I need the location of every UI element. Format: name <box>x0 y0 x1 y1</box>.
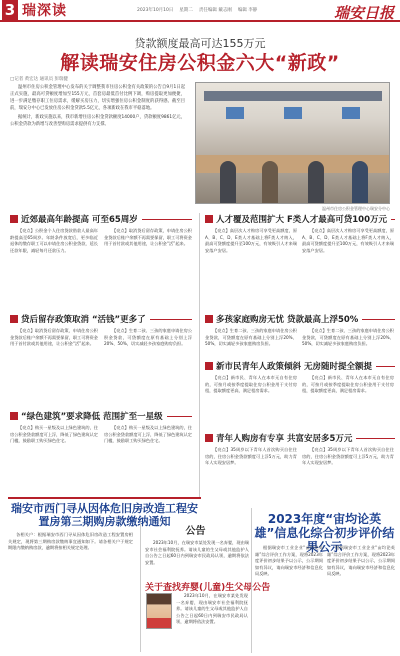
section-body: 【亮点】生育二孩、三孩的家庭申请住房公积金贷款，可贷额度在原有基础上分别上浮20%、50%，切实减轻多孩家庭购房负担。 <box>302 328 394 347</box>
photo-caption: 温州市住房公积金管理中心瑞安分中心 <box>322 206 390 211</box>
announcement-title: 公告 <box>185 526 206 537</box>
article-byline: □记者 黄宏达 通讯员 彭瑞健 <box>10 77 69 82</box>
issue-weekday: 星期二 <box>179 8 193 13</box>
section-body: 【亮点】35周岁以下青年人首次购买自住住房的，住房公积金贷款额度可上浮5万元，助力青年人实现安居梦。 <box>302 447 394 466</box>
article-column <box>104 328 192 406</box>
photo-screen <box>226 107 244 119</box>
article-column <box>302 375 394 425</box>
find-parents-body: 2023年10月，在瑞安市某处发现一名弃婴，现由瑞安市社会福利院抚养。请该儿童的生父母或其他监护人自公告之日起60日内到瑞安市民政局认领，逾期将依法安置。 <box>176 593 248 625</box>
article-column <box>205 375 297 425</box>
photo-person <box>220 161 236 203</box>
section-marker-icon <box>205 434 213 442</box>
section-heading <box>10 213 192 225</box>
section-body: 【亮点】生育二孩、三孩的家庭申请住房公积金贷款，可贷额度在原有基础上分别上浮20%、50%，切实减轻多孩家庭购房负担。 <box>104 328 192 347</box>
section-heading <box>10 313 192 325</box>
section-body: 【亮点】35周岁以下青年人首次购买自住住房的，住房公积金贷款额度可上浮5万元，助力青年人实现安居梦。 <box>205 447 297 466</box>
article-column <box>302 328 394 356</box>
photo-sign <box>204 91 382 101</box>
issue-meta <box>137 7 257 13</box>
find-parents-title: 关于查找弃婴(儿童)生父母公告 <box>145 583 271 593</box>
child-photo <box>146 593 172 629</box>
evaluation-title: 2023年度“宙均论英雄”信息化综合初步评价结果公示 <box>254 512 395 554</box>
section-heading <box>205 432 395 444</box>
evaluation-column <box>255 545 323 653</box>
section-body: 【亮点】购买一星级及以上绿色建筑的，住房公积金贷款额度可上浮，降低了绿色建筑认定门槛，鼓励职工购买绿色住宅。 <box>104 425 192 444</box>
photo-screen <box>284 107 302 119</box>
article-column <box>302 228 394 308</box>
notice-title: 瑞安市西门寻从因体危旧房改造工程安置房第三期购房款缴纳通知 <box>11 502 198 528</box>
section-body: 【亮点】生育二孩、三孩的家庭申请住房公积金贷款，可贷额度在原有基础上分别上浮20%、50%，切实减轻多孩家庭购房负担。 <box>205 328 297 347</box>
section-title: 青年人购房有专享 共富安居多5万元 <box>216 434 353 444</box>
section-title: 人才覆及范围扩大 F类人才最高可贷100万元 <box>216 215 388 225</box>
article-column <box>205 328 297 356</box>
section-marker-icon <box>205 215 213 223</box>
section-heading <box>10 410 192 422</box>
notice-body-column <box>8 532 133 642</box>
section-body: 【亮点】新市民、青年人在本市无自有住房的，可按月或按季度提取住房公积金用于支付房租，提取额度更高，满足租房需求。 <box>302 375 394 394</box>
section-marker-icon <box>10 315 18 323</box>
article-lead <box>10 84 185 128</box>
section-rule <box>376 366 395 367</box>
section-body: 【亮点】高层次人才购房可享受更高额度，原A、B、C、D、E类人才基础上将F类人才纳入，最高可贷额度提升至100万元，有效吸引人才来瑞安落户安居。 <box>302 228 394 253</box>
section-name: 瑞深读 <box>22 3 67 19</box>
lead-paragraph-2: 据统计，新政实施以来，我市新增住房公积金贷款额度14000户，贷款额度9861亿元，公积金贷款为新增与改善型购房需求提供有力支撑。 <box>10 115 185 127</box>
article-column <box>10 328 98 406</box>
find-parents-column <box>176 593 248 651</box>
section-rule <box>150 319 192 320</box>
section-title: 近郊最高年龄提高 可至65周岁 <box>21 215 138 225</box>
section-rule <box>356 438 395 439</box>
article-column <box>104 425 192 493</box>
article-column <box>10 425 98 493</box>
service-hall-photo <box>195 82 390 204</box>
section-marker-icon <box>205 315 213 323</box>
section-title: “绿色建筑”要求降低 范围扩至一星级 <box>21 412 163 422</box>
article-column <box>10 228 98 310</box>
section-heading <box>205 213 395 225</box>
section-rule <box>142 219 192 220</box>
column-divider <box>199 213 200 498</box>
section-marker-icon <box>10 412 18 420</box>
section-body: 【亮点】公积金个人住房贷款借款人最高年龄提高至65周岁。年龄条件放宽后，更多临近退休的缴存职工可以申请住房公积金贷款，延长还款年限，减轻每月还款压力。 <box>10 228 98 253</box>
section-body: 【亮点】高层次人才购房可享受更高额度，原A、B、C、D、E类人才基础上将F类人才纳入，最高可贷额度提升至100万元，有效吸引人才来瑞安落户安居。 <box>205 228 297 253</box>
section-marker-icon <box>205 362 213 370</box>
section-marker-icon <box>10 215 18 223</box>
article-column <box>302 447 394 497</box>
section-title: 贷后留存政策取消 “活钱”更多了 <box>21 315 146 325</box>
photo-person <box>352 161 368 203</box>
section-rule <box>391 219 395 220</box>
photo-person <box>262 161 278 203</box>
section-title: 新市民青年人政策倾斜 无房随时提全额提 <box>216 362 372 372</box>
photo-screen <box>342 107 360 119</box>
section-title: 多孩家庭购房无忧 贷款最高上浮50% <box>216 315 359 325</box>
section-body: 【亮点】新市民、青年人在本市无自有住房的，可按月或按季度提取住房公积金用于支付房租，提取额度更高，满足租房需求。 <box>205 375 297 394</box>
photo-person <box>308 161 324 203</box>
section-body: 【亮点】购买一星级及以上绿色建筑的，住房公积金贷款额度可上浮，降低了绿色建筑认定门槛，鼓励职工购买绿色住宅。 <box>10 425 98 444</box>
article-headline: 解读瑞安住房公积金六大“新政” <box>60 52 340 74</box>
section-heading <box>205 313 395 325</box>
issue-designer: 编辑 李静 <box>237 8 258 13</box>
section-rule <box>167 416 192 417</box>
announcement-body: 2023年10月，在瑞安市某处发现一名弃婴，现由瑞安市社会福利院抚养。请该儿童的生父母或其他监护人自公告之日起60日内到瑞安市民政局认领，逾期将依法安置。 <box>145 540 249 565</box>
article-kicker: 贷款额度最高可达155万元 <box>134 37 266 50</box>
article-column <box>205 447 297 497</box>
masthead-logo: 瑞安日报 <box>333 4 394 22</box>
lead-paragraph: 温州市住房公积金管理中心发布的关于调整我市住房公积金有关政策的公告自9月1日起正式实施，最高可贷额度增加至155万元，首套房最低首付比例下调，购房提取更加便捷，进一步满足缴存职工住房需求，缓解买房压力，切实增强住房公积金制度的获得感。截至目前，瑞安分中心已发放住房公积金贷款5.5亿元，各项新政在我市平稳落地。 <box>10 85 185 111</box>
section-body: 【亮点】取消贷后留存政策，申请住房公积金贷款后账户余额不再需要保留，职工可将资金用于首付款或其他用途，让公积金“活”起来。 <box>10 328 98 347</box>
section-rule <box>362 319 395 320</box>
evaluation-body: 根据瑞安市工业企业“亩均论英雄”综合评价工作方案，现将2023年度评价初步结果予以公示，公示期间如有异议，请向瑞安市经济和信息化局反映。 <box>255 545 323 577</box>
article-column <box>205 228 297 308</box>
announcement-column <box>145 540 249 585</box>
section-body: 【亮点】取消贷后留存政策，申请住房公积金贷款后账户余额不再需要保留，职工可将资金用于首付款或其他用途，让公积金“活”起来。 <box>104 228 192 247</box>
issue-date: 2023年10月10日 <box>137 8 174 13</box>
issue-editor: 责任编辑 戴志刚 <box>198 8 232 13</box>
notice-body: 各相关户：根据瑞安市西门寻从因体危旧房改造工程安置房相关规定，现将第三期购房款缴纳事宜通知如下。请各相关户于规定期限内缴纳购房款，逾期将按相关规定处理。 <box>8 532 133 551</box>
evaluation-body: 根据瑞安市工业企业“亩均论英雄”综合评价工作方案，现将2023年度评价初步结果予以公示，公示期间如有异议，请向瑞安市经济和信息化局反映。 <box>327 545 395 577</box>
page-header <box>0 0 400 22</box>
section-heading <box>205 360 395 372</box>
evaluation-column <box>327 545 395 653</box>
article-column <box>104 228 192 310</box>
page-number: 3 <box>2 0 18 20</box>
